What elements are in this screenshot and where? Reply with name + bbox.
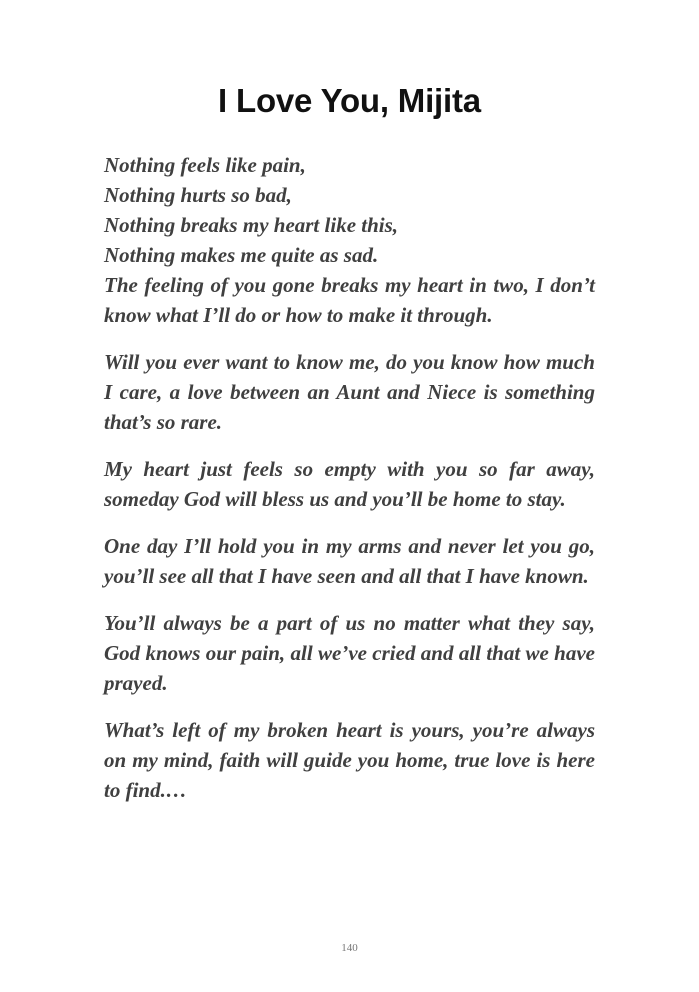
poem-stanza: What’s left of my broken heart is yours, you’re always on my mind, faith will guide you home, true love is here to find.… bbox=[104, 718, 595, 802]
poem-title: I Love You, Mijita bbox=[218, 82, 481, 119]
poem-stanza: You’ll always be a part of us no matter what they say, God knows our pain, all we’ve cried and all that we have prayed. bbox=[104, 611, 595, 695]
poem-stanza: The feeling of you gone breaks my heart in two, I don’t know what I’ll do or how to make it through. bbox=[104, 273, 595, 327]
poem-line: Nothing hurts so bad, bbox=[104, 183, 292, 207]
poem-body bbox=[104, 150, 595, 822]
poem-line: Nothing breaks my heart like this, bbox=[104, 213, 399, 237]
poem-line: Nothing feels like pain, bbox=[104, 153, 306, 177]
poem-stanza: One day I’ll hold you in my arms and never let you go, you’ll see all that I have seen and all that I have known. bbox=[104, 534, 595, 588]
poem-stanza: My heart just feels so empty with you so far away, someday God will bless us and you’ll be home to stay. bbox=[104, 457, 595, 511]
page-number: 140 bbox=[341, 942, 358, 954]
poem-line: Nothing makes me quite as sad. bbox=[104, 243, 379, 267]
poem-stanza: Will you ever want to know me, do you know how much I care, a love between an Aunt and Niece is something that’s so rare. bbox=[104, 350, 595, 434]
